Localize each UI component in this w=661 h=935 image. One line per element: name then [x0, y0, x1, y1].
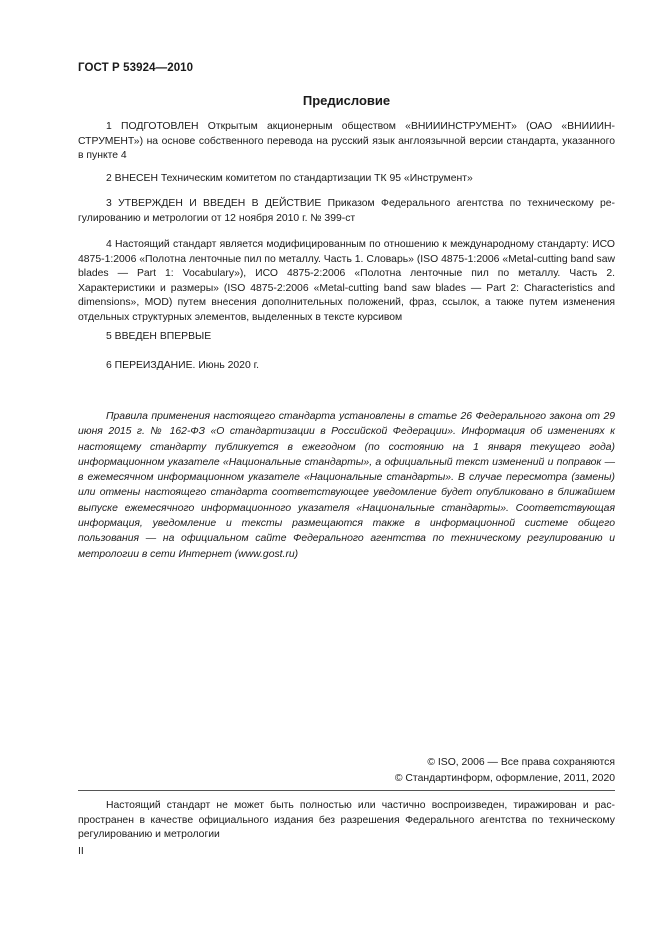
reproduction-notice: Настоящий стандарт не может быть полностью или частично воспроизведен, тиражирован и распространен в качестве официального издания без разрешения Федерального агентства по техническому регулированию и метрологии: [78, 800, 615, 841]
foreword-item-4: 4 Настоящий стандарт является модифицированным по отношению к международному стандарту: ИСО 4875-1:2006 «Полотна ленточные пил по металлу. Часть 1. Словарь» (ISO 4875-1:2006 «Metal-cutting band saw blades — Part 1: Vocabulary»), ИСО 4875-2:2006 «Полотна ленточные пил по металлу. Часть 2. Характеристики и размеры» (ISO 4875-2:2006 «Metal-cutting band saw blades — Part 2: Characteristics and dimensions», MOD) путем внесения дополнительных положений, фраз, ссылок, а также путем изменения отдельных структурных элементов, выделенных в тексте курсивом: [78, 239, 615, 323]
document-code: ГОСТ Р 53924—2010: [78, 62, 194, 74]
title-text: Предисловие: [302, 93, 391, 108]
standards-notice: Правила применения настоящего стандарта установлены в статье 26 Федерального закона от 29 июня 2015 г. № 162-ФЗ «О стандартизации в Российской Федерации». Информация об изменениях к настоящему стандарту публикуется в ежегодном (по состоянию на 1 января текущего года) информационном указателе «Национальные стандарты», а официальный текст изменений и поправок — в ежемесячном информационном указателе «Национальные стандарты». В случае пересмотра (замены) или отмены настоящего стандарта соответствующее уведомление будет опубликовано в ближайшем выпуске ежемесячного информационного указателя «Национальные стандарты». Соответствующая информация, уведомление и тексты размещаются также в информационной системе общего пользования — на официальном сайте Федерального агентства по техническому регулированию и метрологии в сети Интернет (www.gost.ru): [78, 411, 615, 560]
iso-copyright: © ISO, 2006 — Все права сохраняются: [427, 757, 615, 768]
foreword-item-3: 3 УТВЕРЖДЕН И ВВЕДЕН В ДЕЙСТВИЕ Приказом Федерального агентства по техническому регулированию и метрологии от 12 ноября 2010 г. № 399-ст: [78, 198, 615, 224]
divider-line: [78, 790, 615, 791]
standartinform-copyright: © Стандартинформ, оформление, 2011, 2020: [394, 773, 615, 784]
foreword-item-6: 6 ПЕРЕИЗДАНИЕ. Июнь 2020 г.: [106, 360, 260, 371]
page-number: II: [78, 846, 84, 857]
foreword-item-1: 1 ПОДГОТОВЛЕН Открытым акционерным обществом «ВНИИИНСТРУМЕНТ» (ОАО «ВНИИИНСТРУМЕНТ») на основе собственного перевода на русский язык англоязычной версии стандарта, указанного в пункте 4: [78, 121, 615, 162]
foreword-item-2: 2 ВНЕСЕН Техническим комитетом по стандартизации ТК 95 «Инструмент»: [106, 173, 473, 184]
page-title: [0, 93, 661, 108]
foreword-item-5: 5 ВВЕДЕН ВПЕРВЫЕ: [106, 331, 212, 342]
